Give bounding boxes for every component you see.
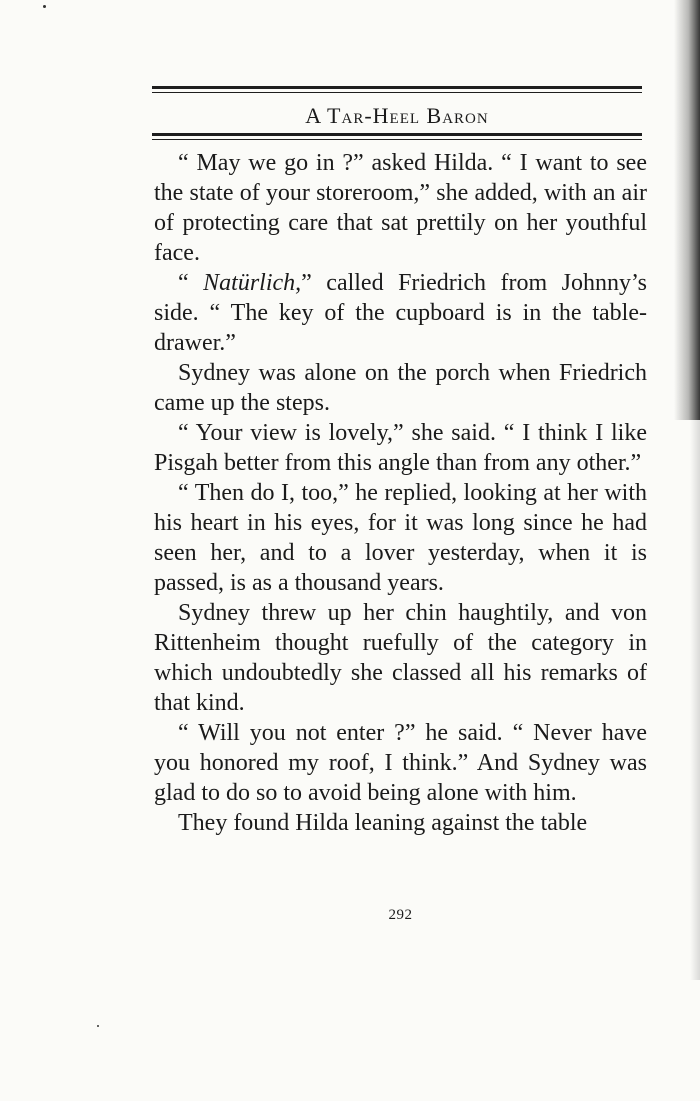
paragraph: “ Then do I, too,” he replied, looking at her with his heart in his eyes, for it was long since he had seen her, and to a lover yesterday, when it is passed, is as a thousand years.	[154, 480, 647, 596]
body-text	[154, 148, 647, 838]
header-rule-top-thick	[152, 86, 642, 89]
paragraph: “ May we go in ?” asked Hilda. “ I want to see the state of your storeroom,” she added, with an air of protecting care that sat prettily on her youthful face.	[154, 150, 647, 266]
paragraph: Sydney was alone on the porch when Friedrich came up the steps.	[154, 360, 647, 416]
paragraph: “ Will you not enter ?” he said. “ Never have you honored my roof, I think.” And Sydney was glad to do so to avoid being alone with him.	[154, 720, 647, 806]
paragraph: “ Your view is lovely,” she said. “ I think I like Pisgah better from this angle than from any other.”	[154, 420, 647, 476]
page-edge-shadow-lower	[690, 420, 700, 980]
running-header	[152, 86, 642, 140]
page-number: 292	[388, 907, 413, 923]
header-rule-top-thin	[152, 92, 642, 93]
header-rule-bottom-thin	[152, 139, 642, 140]
ink-speck	[97, 1025, 99, 1027]
paragraph: Sydney threw up her chin haughtily, and von Rittenheim thought ruefully of the category in which undoubtedly she classed all his remarks of that kind.	[154, 600, 647, 716]
running-head-title: A Tar-Heel Baron	[305, 103, 489, 128]
paragraph	[154, 268, 647, 358]
paragraph-text: ” called Friedrich from Johnny’s side. “ The key of the cupboard is in the table-drawer.”	[154, 270, 647, 356]
italic-word: Natürlich,	[203, 270, 302, 296]
header-rule-bottom-thick	[152, 133, 642, 136]
paragraph: They found Hilda leaning against the table	[178, 810, 588, 836]
page-edge-shadow	[674, 0, 700, 420]
open-quote: “	[178, 270, 204, 296]
ink-speck	[43, 5, 46, 8]
